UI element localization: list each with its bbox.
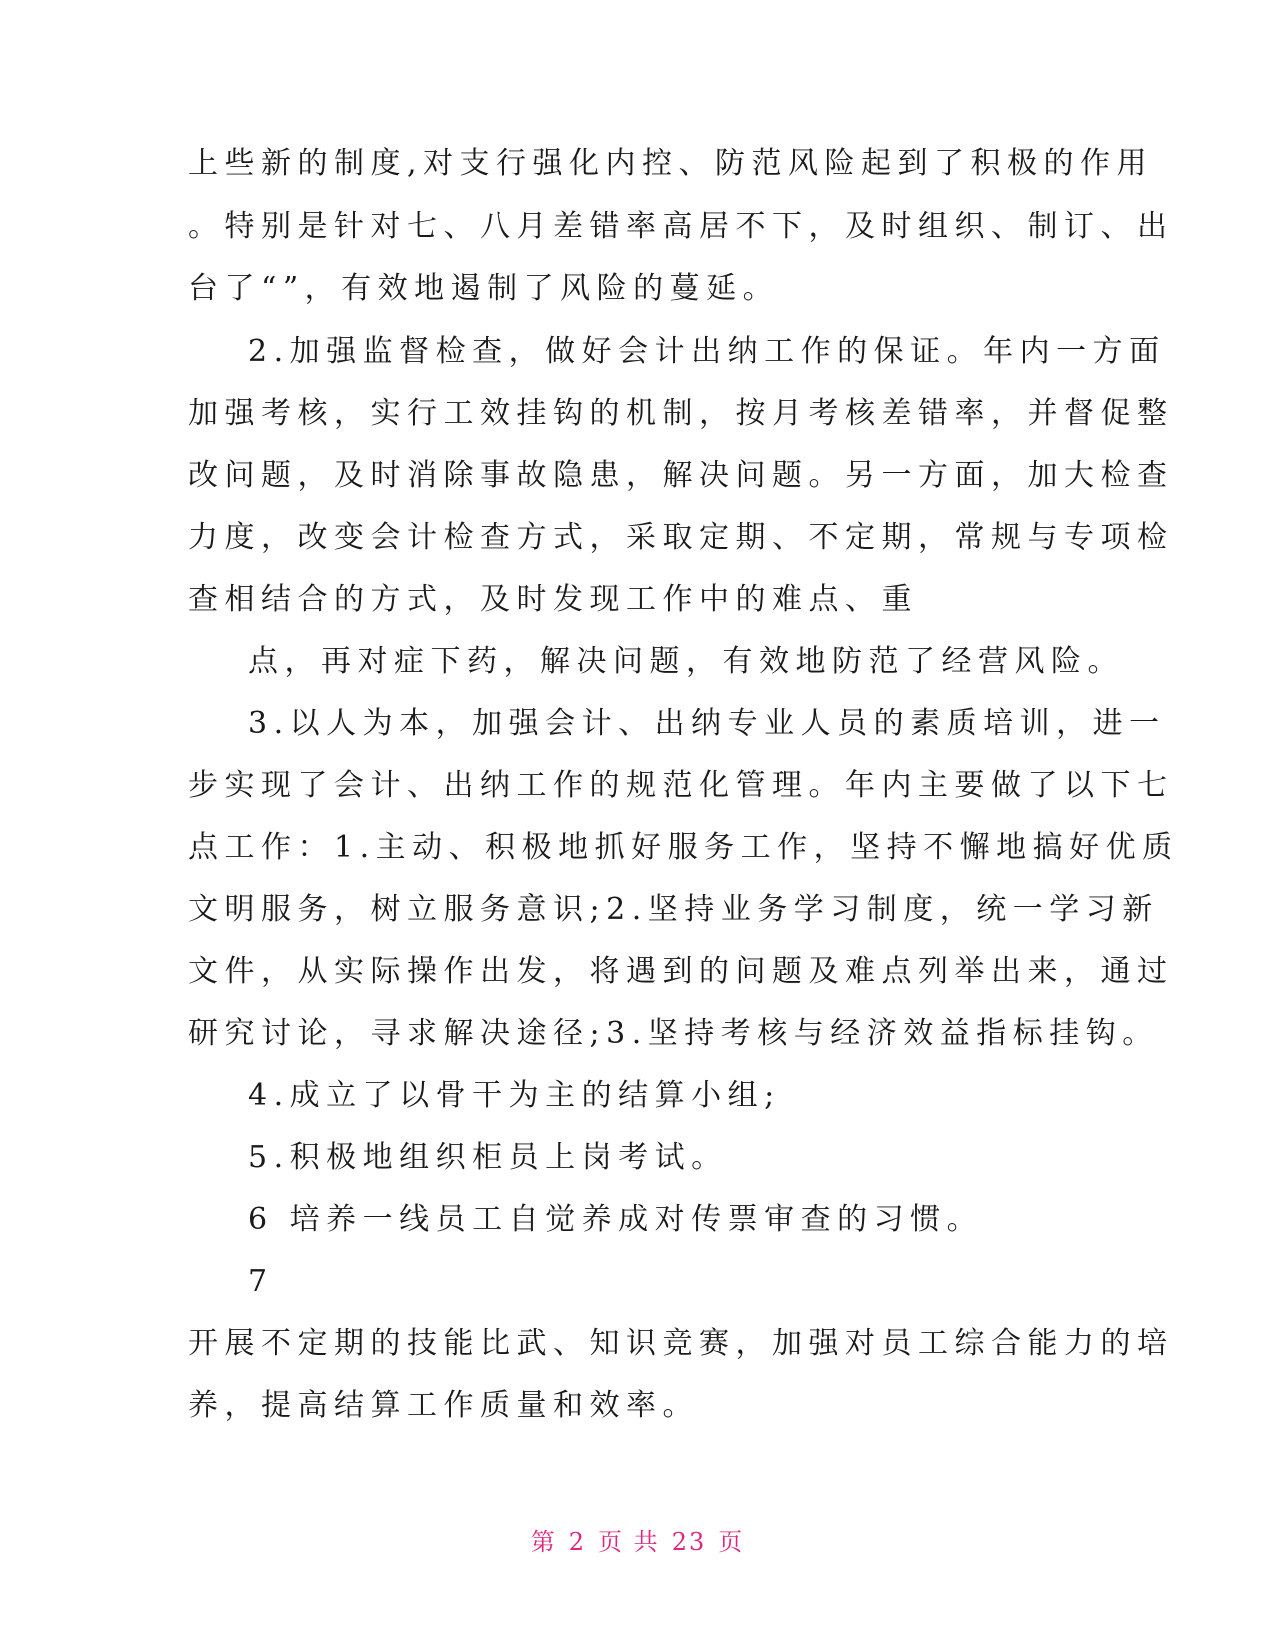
paragraph-start-line: 7: [248, 1264, 274, 1299]
paragraph-start-line: 3.以人为本，加强会计、出纳专业人员的素质培训，进一: [248, 706, 1166, 741]
text-line: 上些新的制度,对支行强化内控、防范风险起到了积极的作用: [188, 146, 1154, 181]
paragraph-start-line: 点，再对症下药，解决问题，有效地防范了经营风险。: [248, 644, 1124, 679]
footer-middle: 页 共: [598, 1528, 660, 1556]
text-line: 研究讨论，寻求解决途径;3.坚持考核与经济效益指标挂钩。: [188, 1016, 1159, 1051]
text-line: 文件，从实际操作出发，将遇到的问题及难点列举出来，通过: [188, 954, 1174, 989]
text-line: 台了“”，有效地遏制了风险的蔓延。: [188, 271, 780, 306]
paragraph-start-line: 2.加强监督检查，做好会计出纳工作的保证。年内一方面: [248, 334, 1166, 369]
text-line: 力度，改变会计检查方式，采取定期、不定期，常规与专项检: [188, 520, 1174, 555]
text-line: 步实现了会计、出纳工作的规范化管理。年内主要做了以下七: [188, 768, 1174, 803]
text-line: 查相结合的方式，及时发现工作中的难点、重: [188, 582, 918, 617]
text-line: 加强考核，实行工效挂钩的机制，按月考核差错率，并督促整: [188, 396, 1174, 431]
page-footer: [0, 1526, 1275, 1558]
footer-suffix: 页: [718, 1528, 745, 1556]
text-line: 改问题，及时消除事故隐患，解决问题。另一方面，加大检查: [188, 458, 1174, 493]
paragraph-start-line: 4.成立了以骨干为主的结算小组;: [248, 1078, 781, 1113]
text-line: 文明服务，树立服务意识;2.坚持业务学习制度，统一学习新: [188, 892, 1159, 927]
text-line: 。特别是针对七、八月差错率高居不下，及时组织、制订、出: [188, 209, 1174, 244]
text-line: 开展不定期的技能比武、知识竞赛，加强对员工综合能力的培: [188, 1326, 1174, 1361]
paragraph-start-line: 6 培养一线员工自觉养成对传票审查的习惯。: [248, 1202, 984, 1237]
paragraph-start-line: 5.积极地组织柜员上岗考试。: [248, 1140, 728, 1175]
text-line: 点工作：1.主动、积极地抓好服务工作，坚持不懈地搞好优质: [188, 830, 1179, 865]
footer-prefix: 第: [530, 1528, 557, 1556]
footer-page-number: 2: [568, 1528, 587, 1556]
text-line: 养，提高结算工作质量和效率。: [188, 1388, 699, 1423]
footer-total-pages: 23: [671, 1528, 707, 1556]
